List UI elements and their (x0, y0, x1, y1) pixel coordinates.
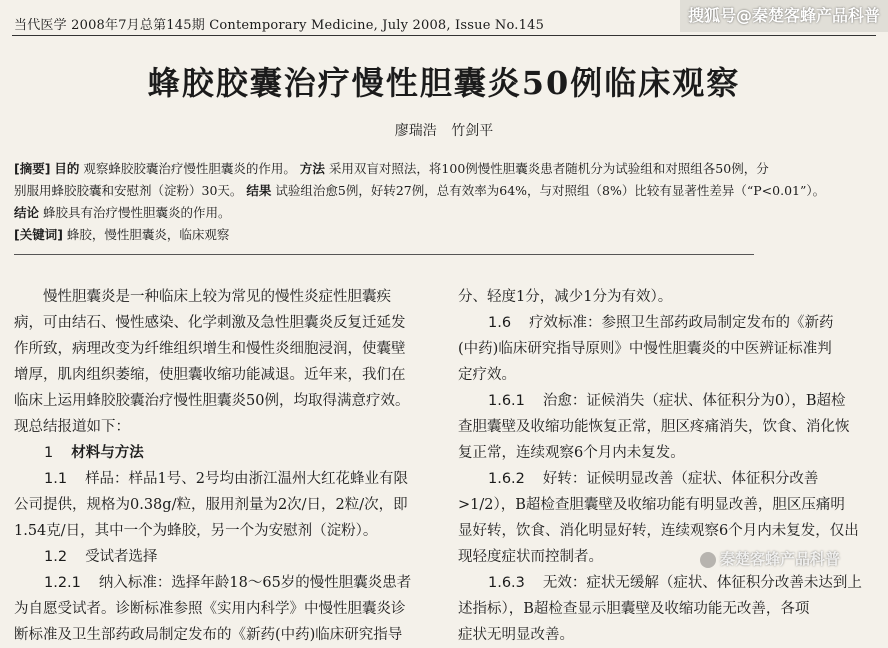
intro-line-2: 病，可由结石、慢性感染、化学刺激及急性胆囊炎反复迁延发 (14, 315, 406, 331)
conclusion-label: 结论 (14, 205, 40, 220)
section-1-6-1-line-2: 查胆囊壁及收缩功能恢复正常，胆区疼痛消失，饮食、消化恢 (458, 419, 850, 435)
intro-line-6: 现总结报道如下： (14, 419, 130, 435)
section-1-6-2-line-2: >1/2），B超检查胆囊壁及收缩功能有明显改善，胆区压痛明 (458, 497, 845, 513)
section-1-6-3-line-3: 症状无明显改善。 (458, 627, 574, 643)
section-1-2-heading (14, 544, 446, 570)
intro-line-3: 作所致，病理改变为纤维组织增生和慢性炎细胞浸润，使囊壁 (14, 341, 406, 357)
keywords-line (14, 224, 874, 246)
section-1-number: 1 (44, 445, 54, 461)
section-1-1-number: 1.1 (44, 471, 68, 487)
section-1-6-line-1 (458, 310, 880, 336)
conclusion-text: 蜂胶具有治疗慢性胆囊炎的作用。 (43, 205, 231, 220)
section-1-6-3-number: 1.6.3 (488, 575, 525, 591)
abstract-line-2 (14, 180, 874, 202)
intro-line-5: 临床上运用蜂胶胶囊治疗慢性胆囊炎50例，均取得满意疗效。 (14, 393, 410, 409)
section-1-6-3-text-1: 无效：症状无缓解（症状、体征积分改善未达到上 (542, 575, 862, 591)
abstract-block (14, 158, 874, 246)
left-column (14, 284, 446, 648)
section-1-6-1-number: 1.6.1 (488, 393, 525, 409)
section-1-6-3-line-2: 述指标），B超检查显示胆囊壁及收缩功能无改善，各项 (458, 601, 810, 617)
section-1-6-text-1: 疗效标准：参照卫生部药政局制定发布的《新药 (529, 315, 834, 331)
section-1-1-line-1 (14, 466, 446, 492)
section-1-2-1-line-2: 为自愿受试者。诊断标准参照《实用内科学》中慢性胆囊炎诊 (14, 601, 406, 617)
section-1-2-1-line-1 (14, 570, 446, 596)
section-1-1-text-1: 样品：样品1号、2号均由浙江温州大红花蜂业有限 (85, 471, 409, 487)
header-rule (12, 35, 876, 36)
section-1-6-line-3: 定疗效。 (458, 367, 516, 383)
section-1-2-number: 1.2 (44, 549, 68, 565)
section-1-6-2-line-1 (458, 466, 880, 492)
section-1-6-3-line-1 (458, 570, 880, 596)
right-line-0: 分、轻度1分，减少1分为有效）。 (458, 289, 673, 305)
section-1-6-1-line-3: 复正常，连续观察6个月内未复发。 (458, 445, 685, 461)
section-1-heading (14, 440, 446, 466)
keywords-label: [关键词] (14, 227, 63, 242)
watermark-label: 搜狐号@秦楚客蜂产品科普 (680, 0, 888, 32)
intro-line-1: 慢性胆囊炎是一种临床上较为常见的慢性炎症性胆囊疾 (43, 289, 391, 305)
abstract-label: [摘要] (14, 161, 51, 176)
section-1-title: 材料与方法 (71, 445, 144, 461)
section-1-6-1-text-1: 治愈：证候消失（症状、体征积分为0），B超检 (542, 393, 846, 409)
bottom-watermark (700, 548, 840, 569)
abstract-rule (14, 254, 754, 255)
result-text: 试验组治愈5例，好转27例，总有效率为64%，与对照组（8%）比较有显著性差异（“P<0.01”）。 (275, 183, 826, 198)
journal-header: 当代医学 2008年7月总第145期 Contemporary Medicine, July 2008, Issue No.145 (14, 18, 545, 33)
section-1-6-line-2: (中药)临床研究指导原则》中慢性胆囊炎的中医辨证标准判 (458, 341, 832, 357)
bottom-watermark-text: 秦楚客蜂产品科普 (720, 550, 841, 568)
method-text-1: 采用双盲对照法，将100例慢性胆囊炎患者随机分为试验组和对照组各50例，分 (328, 161, 769, 176)
section-1-2-title: 受试者选择 (85, 549, 158, 565)
section-1-2-1-text-1: 纳入标准：选择年龄18～65岁的慢性胆囊炎患者 (98, 575, 412, 591)
purpose-label: 目的 (54, 161, 80, 176)
section-1-2-1-line-3: 断标准及卫生部药政局制定发布的《新药(中药)临床研究指导 (14, 627, 403, 643)
section-1-2-1-number: 1.2.1 (44, 575, 81, 591)
section-1-1-line-2: 公司提供，规格为0.38g/粒，服用剂量为2次/日，2粒/次，即 (14, 497, 408, 513)
section-1-6-2-line-4: 现轻度症状而控制者。 (458, 549, 603, 565)
section-1-6-2-text-1: 好转：证候明显改善（症状、体征积分改善 (542, 471, 819, 487)
keywords-text: 蜂胶，慢性胆囊炎，临床观察 (66, 227, 230, 242)
paper-title: 蜂胶胶囊治疗慢性胆囊炎50例临床观察 (147, 64, 741, 102)
abstract-line-1 (14, 158, 874, 180)
section-1-6-2-line-3: 显好转，饮食、消化明显好转，连续观察6个月内未复发，仅出 (458, 523, 859, 539)
section-1-6-1-line-1 (458, 388, 880, 414)
method-label: 方法 (299, 161, 325, 176)
method-text-2: 别服用蜂胶胶囊和安慰剂（淀粉）30天。 (14, 183, 243, 198)
result-label: 结果 (246, 183, 272, 198)
section-1-1-line-3: 1.54克/日，其中一个为蜂胶，另一个为安慰剂（淀粉）。 (14, 523, 378, 539)
section-1-6-2-number: 1.6.2 (488, 471, 525, 487)
authors: 廖瑞浩 竹剑平 (394, 123, 494, 139)
purpose-text: 观察蜂胶胶囊治疗慢性胆囊炎的作用。 (83, 161, 296, 176)
wechat-icon (700, 552, 716, 568)
intro-line-4: 增厚，肌肉组织萎缩，使胆囊收缩功能减退。近年来，我们在 (14, 367, 406, 383)
abstract-line-3 (14, 202, 874, 224)
section-1-6-number: 1.6 (488, 315, 512, 331)
right-column (458, 284, 880, 648)
